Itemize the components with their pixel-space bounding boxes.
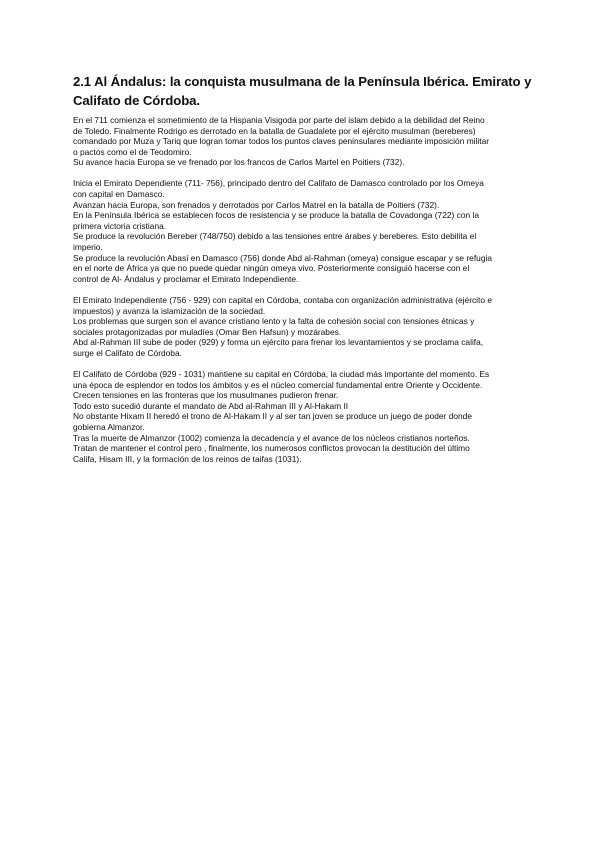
text-line: impuestos) y avanza la islamización de la sociedad.: [73, 305, 266, 316]
text-line: Tras la muerte de Almanzor (1002) comienza la decadencia y el avance de los núcleos cristianos norteños.: [73, 432, 470, 443]
text-line: Califa, Hisam III, y la formación de los reinos de taifas (1031).: [73, 453, 302, 464]
text-line: Su avance hacia Europa se ve frenado por los francos de Carlos Martel en Poitiers (732).: [73, 157, 405, 168]
text-line: Inicia el Emirato Dependiente (711- 756), principado dentro del Califato de Damasco controlado por los Omeya: [73, 178, 484, 189]
text-line: En la Península Ibérica se establecen focos de resistencia y se produce la batalla de Covadonga (722) con la: [73, 210, 479, 221]
text-line: Tratan de mantener el control pero , finalmente, los numerosos conflictos provocan la destitución del último: [73, 443, 470, 454]
text-line: imperio.: [73, 242, 103, 253]
paragraph: [73, 295, 535, 359]
text-line: comandado por Muza y Tariq que logran tomar todos los puntos claves peninsulares mediante imposición militar: [73, 136, 490, 147]
text-line: No obstante Hixam II heredó el trono de Al-Hakam II y al ser tan joven se produce un juego de poder donde: [73, 411, 472, 422]
paragraph: [73, 115, 535, 168]
paragraph: [73, 178, 535, 284]
text-line: surge el Califato de Córdoba.: [73, 347, 182, 358]
text-line: Se produce la revolución Abasí en Damasco (756) donde Abd al-Rahman (omeya) consigue escapar y se refugia: [73, 252, 492, 263]
text-line: en el norte de África ya que no puede quedar ningún omeya vivo. Posteriormente consiguió hacerse con el: [73, 263, 470, 274]
text-line: control de Al- Ándalus y proclamar el Emirato Independiente.: [73, 273, 299, 284]
text-line: En el 711 comienza el sometimiento de la Hispania Visigoda por parte del islam debido a la debilidad del Reino: [73, 115, 485, 125]
text-line: El Califato de Córdoba (929 - 1031) mantiene su capital en Córdoba, la ciudad más importante del momento. Es: [73, 368, 490, 379]
text-line: primera victoria cristiana.: [73, 220, 167, 231]
text-line: Los problemas que surgen son el avance cristiano lento y la falta de cohesión social con tensiones étnicas y: [73, 316, 475, 327]
text-line: Se produce la revolución Bereber (748/750) debido a las tensiones entre árabes y bereberes. Esto debilita el: [73, 231, 477, 242]
text-line: con capital en Damasco.: [73, 189, 165, 200]
text-line: de Toledo. Finalmente Rodrigo es derrotado en la batalla de Guadalete por el ejército musulman (bereberes): [73, 125, 476, 136]
text-line: Abd al-Rahman III sube de poder (929) y forma un ejército para frenar los levantamientos y se proclama califa,: [73, 337, 484, 348]
text-line: Crecen tensiones en las fronteras que los musulmanes pudieron frenar.: [73, 390, 339, 401]
text-line: o pactos como el de Teodomiro.: [73, 146, 192, 157]
text-line: El Emirato Independiente (756 - 929) con capital en Córdoba, contaba con organización administrativa (ejército e: [73, 294, 492, 305]
text-line: gobierna Almanzor.: [73, 421, 145, 432]
text-line: sociales protagonizadas por muladíes (Omar Ben Hafsun) y mozárabes.: [73, 326, 342, 337]
text-line: Todo esto sucedió durante el mandato de Abd al-Rahman III y Al-Hakam II: [73, 400, 349, 411]
text-line: una época de esplendor en todos los ámbitos y es el núcleo comercial fundamental entre Oriente y Occidente.: [73, 379, 483, 390]
text-line: Avanzan hacia Europa, son frenados y derrotados por Carlos Matrel en la batalla de Poitiers (732).: [73, 199, 440, 210]
paragraph: [73, 369, 535, 464]
document-body: [73, 115, 535, 475]
page-title: 2.1 Al Ándalus: la conquista musulmana de la Península Ibérica. Emirato y Califato de Córdoba.: [73, 74, 532, 108]
